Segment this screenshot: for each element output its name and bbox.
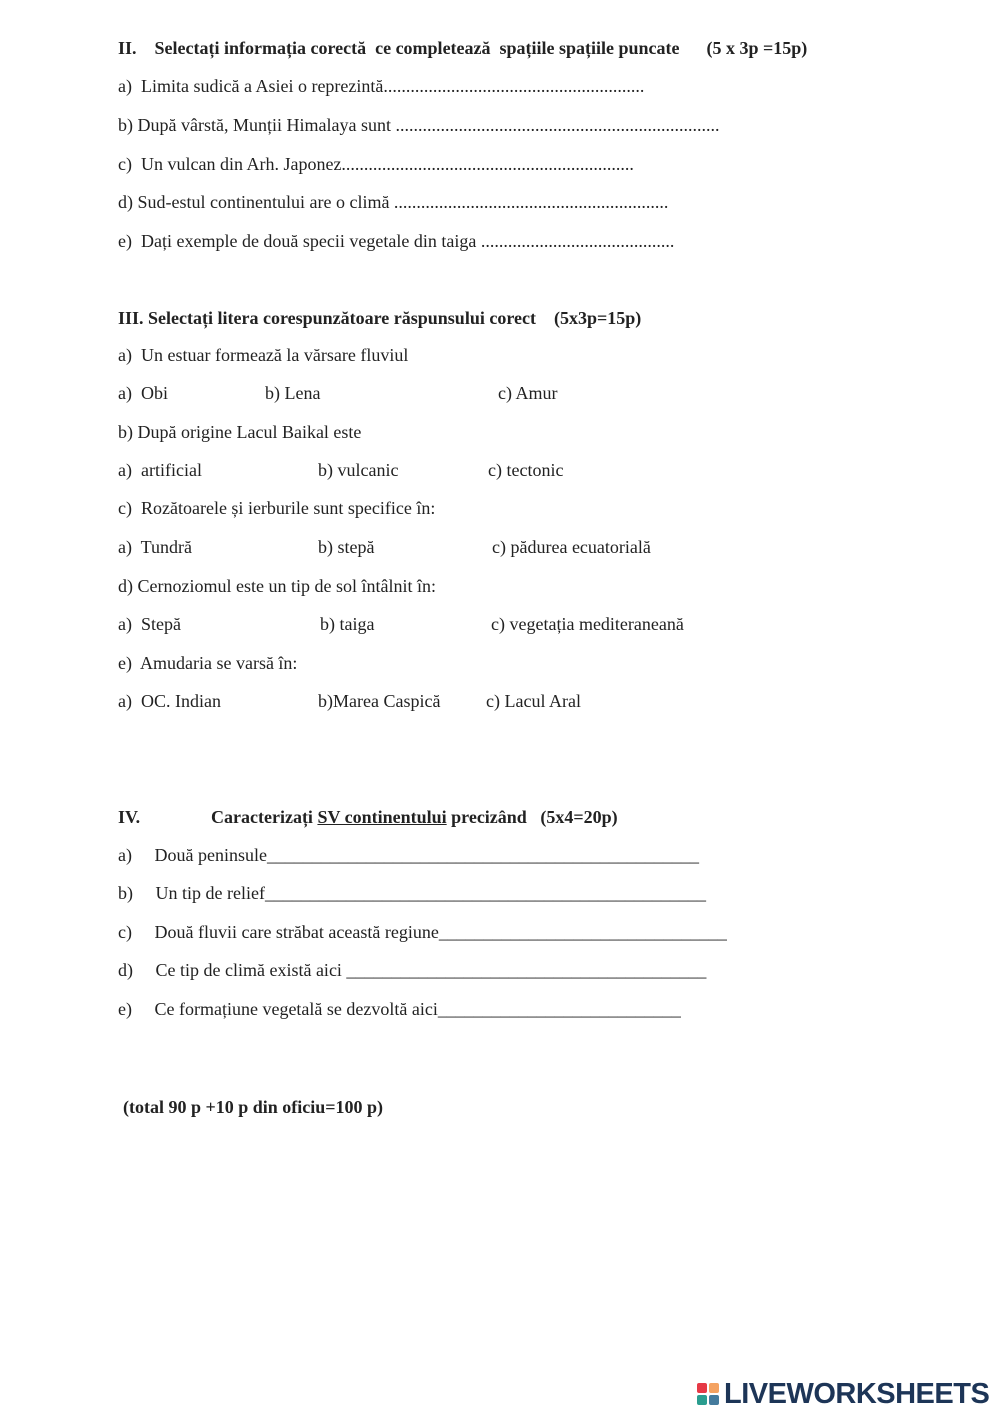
question-c-option-a[interactable]: a) Tundră bbox=[118, 537, 193, 557]
question-a: a) Un estuar formează la vărsare fluviul bbox=[118, 345, 409, 365]
question-a-option-b[interactable]: b) Lena bbox=[265, 383, 321, 403]
liveworksheets-logo-icon bbox=[697, 1381, 721, 1407]
question-e: e) Amudaria se varsă în: bbox=[118, 653, 298, 673]
logo-square-3 bbox=[697, 1395, 707, 1405]
section-2-item-c: c) Un vulcan din Arh. Japonez................................................................. bbox=[118, 154, 634, 174]
section-2-item-a: a) Limita sudică a Asiei o reprezintă.......................................................... bbox=[118, 76, 645, 96]
question-c-option-c[interactable]: c) pădurea ecuatorială bbox=[492, 537, 651, 557]
question-d-option-b[interactable]: b) taiga bbox=[320, 614, 375, 634]
question-a-option-c[interactable]: c) Amur bbox=[498, 383, 558, 403]
total-score: (total 90 p +10 p din oficiu=100 p) bbox=[123, 1097, 384, 1117]
question-e-option-b[interactable]: b)Marea Caspică bbox=[318, 691, 441, 711]
section-4-item-b[interactable]: b) Un tip de relief_________________________________________________ bbox=[118, 883, 706, 903]
section-2-heading: II. Selectați informația corectă ce completează spațiile spațiile puncate (5 x 3p =15p) bbox=[118, 38, 808, 58]
question-d-option-a[interactable]: a) Stepă bbox=[118, 614, 181, 634]
question-b: b) După origine Lacul Baikal este bbox=[118, 422, 362, 442]
logo-square-1 bbox=[697, 1383, 707, 1393]
question-d-option-c[interactable]: c) vegetația mediteraneană bbox=[491, 614, 684, 634]
section-4-heading-underlined: SV continentului bbox=[317, 807, 447, 827]
section-2-item-d: d) Sud-estul continentului are o climă ............................................................. bbox=[118, 192, 669, 212]
question-a-option-a[interactable]: a) Obi bbox=[118, 383, 168, 403]
section-4-item-c[interactable]: c) Două fluvii care străbat această regiune________________________________ bbox=[118, 922, 727, 942]
section-4-numeral: IV. bbox=[118, 807, 141, 827]
question-b-option-b[interactable]: b) vulcanic bbox=[318, 460, 399, 480]
section-4-heading-post: precizând (5x4=20p) bbox=[446, 807, 618, 827]
question-e-option-a[interactable]: a) OC. Indian bbox=[118, 691, 221, 711]
section-2-item-e: e) Dați exemple de două specii vegetale din taiga ........................................... bbox=[118, 231, 675, 251]
question-b-option-a[interactable]: a) artificial bbox=[118, 460, 202, 480]
section-3-heading: III. Selectați litera corespunzătoare răspunsului corect (5x3p=15p) bbox=[118, 308, 642, 328]
section-4-item-e[interactable]: e) Ce formațiune vegetală se dezvoltă aici___________________________ bbox=[118, 999, 681, 1019]
section-4-heading-pre: Caracterizați bbox=[211, 807, 318, 827]
question-b-option-c[interactable]: c) tectonic bbox=[488, 460, 564, 480]
section-4-heading bbox=[211, 806, 618, 828]
question-d: d) Cernoziomul este un tip de sol întâlnit în: bbox=[118, 576, 436, 596]
liveworksheets-logo-text: LIVEWORKSHEETS bbox=[724, 1377, 990, 1410]
logo-square-4 bbox=[709, 1395, 719, 1405]
section-4-item-a[interactable]: a) Două peninsule________________________________________________ bbox=[118, 845, 699, 865]
question-e-option-c[interactable]: c) Lacul Aral bbox=[486, 691, 581, 711]
logo-square-2 bbox=[709, 1383, 719, 1393]
section-2-item-b: b) După vârstă, Munții Himalaya sunt ........................................................................ bbox=[118, 115, 720, 135]
liveworksheets-logo bbox=[697, 1378, 989, 1410]
question-c-option-b[interactable]: b) stepă bbox=[318, 537, 375, 557]
question-c: c) Rozătoarele și ierburile sunt specifice în: bbox=[118, 498, 436, 518]
section-4-item-d[interactable]: d) Ce tip de climă există aici ________________________________________ bbox=[118, 960, 707, 980]
